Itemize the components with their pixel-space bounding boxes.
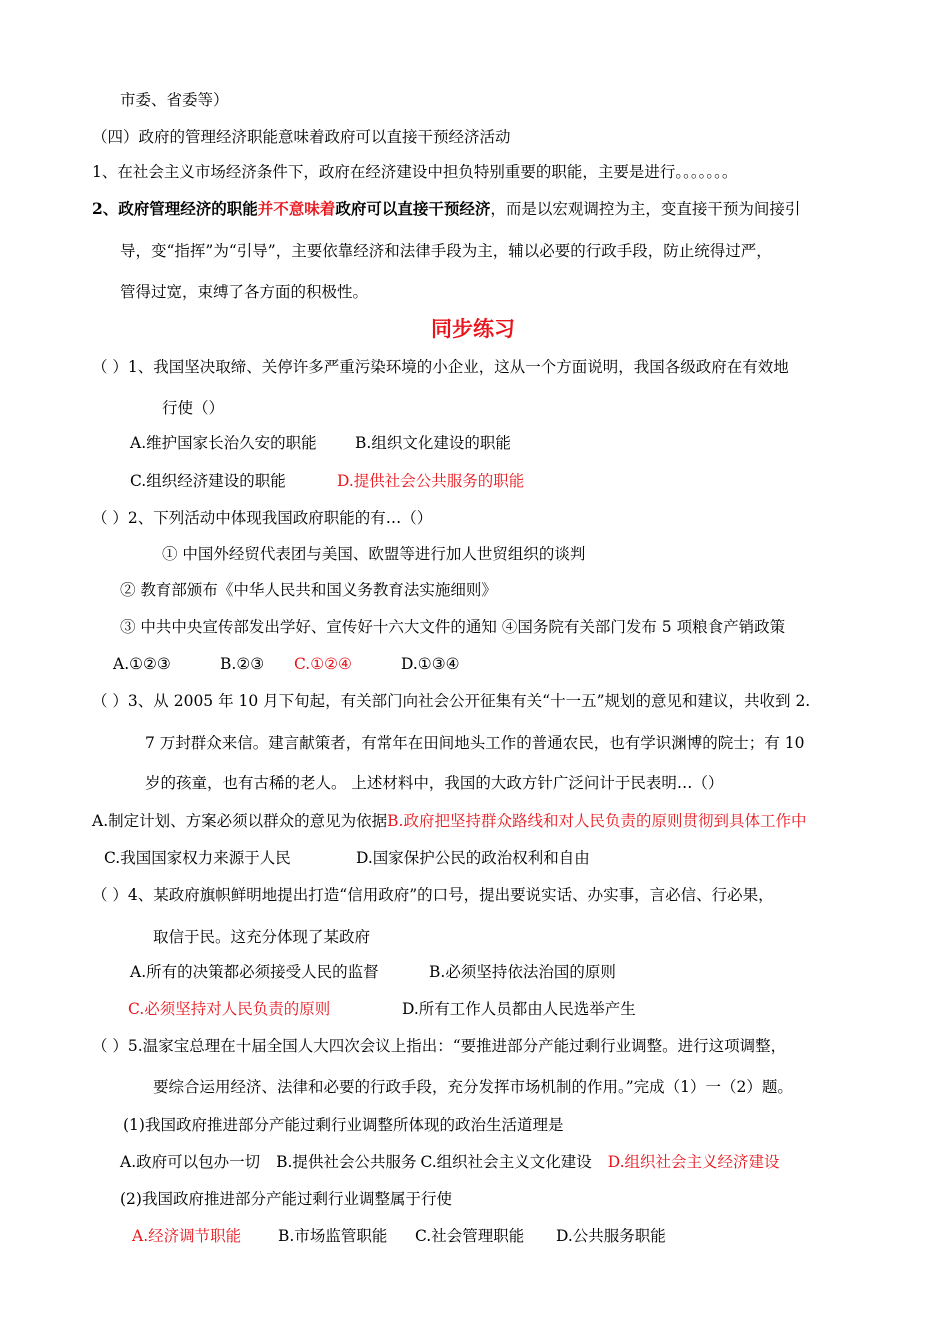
intro-point-2-line-2: 导，变“指挥”为“引导”，主要依靠经济和法律手段为主，辅以必要的行政手段，防止统得过严， bbox=[120, 242, 772, 260]
intro-point-2-emphasis: 并不意味着 bbox=[257, 199, 336, 218]
q1-stem-line-2: 行使（） bbox=[162, 399, 225, 417]
q5-sub-1-option-d-answer: D.组织社会主义经济建设 bbox=[607, 1153, 780, 1171]
intro-point-2 bbox=[92, 199, 800, 219]
q1-option-d-answer: D.提供社会公共服务的职能 bbox=[337, 472, 525, 490]
q2-item-1: ① 中国外经贸代表团与美国、欧盟等进行加人世贸组织的谈判 bbox=[162, 545, 586, 563]
q5-sub-2-option-d: D.公共服务职能 bbox=[556, 1227, 666, 1245]
q5-sub-1-option-a: A.政府可以包办一切 bbox=[120, 1153, 261, 1171]
q3-stem-line-3: 岁的孩童，也有古稀的老人。 上述材料中，我国的大政方针广泛问计于民表明…（） bbox=[145, 774, 724, 792]
q3-option-c: C.我国国家权力来源于人民 bbox=[104, 849, 291, 867]
q5-stem-line-2: 要综合运用经济、法律和必要的行政手段，充分发挥市场机制的作用。”完成（1）一（2）题。 bbox=[153, 1078, 793, 1096]
q2-item-3-4: ③ 中共中央宣传部发出学好、宣传好十六大文件的通知 ④国务院有关部门发布 5 项粮食产销政策 bbox=[120, 618, 786, 636]
q3-stem-line-2: 7 万封群众来信。建言献策者，有常年在田间地头工作的普通农民，也有学识渊博的院士；有 10 bbox=[145, 734, 805, 752]
q2-option-a: A.①②③ bbox=[113, 655, 171, 673]
intro-point-2-a: 2、政府管理经济的职能 bbox=[92, 199, 258, 218]
q5-sub-2-option-a-answer: A.经济调节职能 bbox=[132, 1227, 242, 1245]
intro-heading-4: （四）政府的管理经济职能意味着政府可以直接干预经济活动 bbox=[92, 128, 511, 146]
intro-point-2-d: ，而是以宏观调控为主，变直接干预为间接引 bbox=[490, 200, 801, 218]
q5-sub-1: (1)我国政府推进部分产能过剩行业调整所体现的政治生活道理是 bbox=[123, 1116, 564, 1134]
q1-option-a: A.维护国家长治久安的职能 bbox=[130, 434, 317, 452]
q3-options-ab bbox=[92, 811, 806, 831]
intro-point-1: 1、在社会主义市场经济条件下，政府在经济建设中担负特别重要的职能，主要是进行。。。。。。。 bbox=[92, 163, 738, 181]
intro-line-1: 市委、省委等） bbox=[120, 91, 229, 109]
q5-sub-2-option-c: C.社会管理职能 bbox=[415, 1227, 525, 1245]
q5-sub-2: (2)我国政府推进部分产能过剩行业调整属于行使 bbox=[120, 1190, 452, 1208]
q5-sub-2-option-b: B.市场监管职能 bbox=[278, 1227, 388, 1245]
q4-option-d: D.所有工作人员都由人民选举产生 bbox=[402, 1000, 636, 1018]
q4-option-a: A.所有的决策都必须接受人民的监督 bbox=[130, 963, 379, 981]
q5-sub-1-option-b: B.提供社会公共服务 bbox=[276, 1153, 417, 1171]
q5-stem-line-1: （ ）5.温家宝总理在十届全国人大四次会议上指出：“要推进部分产能过剩行业调整。进行这项调整， bbox=[92, 1037, 787, 1055]
q3-option-b-answer: B.政府把坚持群众路线和对人民负责的原则贯彻到具体工作中 bbox=[387, 812, 807, 830]
q4-option-c-answer: C.必须坚持对人民负责的原则 bbox=[128, 1000, 331, 1018]
q3-option-a: A.制定计划、方案必须以群众的意见为依据 bbox=[92, 812, 388, 830]
q5-sub-1-option-c: C.组织社会主义文化建设 bbox=[420, 1153, 592, 1171]
q5-sub-1-options bbox=[120, 1152, 780, 1172]
intro-point-2-line-3: 管得过宽，束缚了各方面的积极性。 bbox=[120, 283, 369, 301]
q4-stem-line-2: 取信于民。这充分体现了某政府 bbox=[153, 928, 371, 946]
q4-stem-line-1: （ ）4、某政府旗帜鲜明地提出打造“信用政府”的口号，提出要说实话、办实事，言必信、行必果， bbox=[92, 886, 774, 904]
q2-stem: （ ）2、下列活动中体现我国政府职能的有…（） bbox=[92, 509, 433, 527]
q3-option-d: D.国家保护公民的政治权利和自由 bbox=[356, 849, 590, 867]
q2-option-c-answer: C.①②④ bbox=[294, 655, 352, 673]
q1-stem-line-1: （ ）1、我国坚决取缔、关停许多严重污染环境的小企业，这从一个方面说明，我国各级政府在有效地 bbox=[92, 358, 789, 376]
section-title: 同步练习 bbox=[431, 316, 515, 341]
q2-option-d: D.①③④ bbox=[401, 655, 460, 673]
q4-option-b: B.必须坚持依法治国的原则 bbox=[429, 963, 616, 981]
intro-point-2-c: 政府可以直接干预经济 bbox=[335, 199, 491, 218]
q3-stem-line-1: （ ）3、从 2005 年 10 月下旬起，有关部门向社会公开征集有关“十一五”规划的意见和建议，共收到 2. bbox=[92, 692, 811, 710]
q1-option-b: B.组织文化建设的职能 bbox=[355, 434, 511, 452]
q1-option-c: C.组织经济建设的职能 bbox=[130, 472, 286, 490]
q2-item-2: ② 教育部颁布《中华人民共和国义务教育法实施细则》 bbox=[120, 581, 497, 599]
q2-option-b: B.②③ bbox=[220, 655, 265, 673]
